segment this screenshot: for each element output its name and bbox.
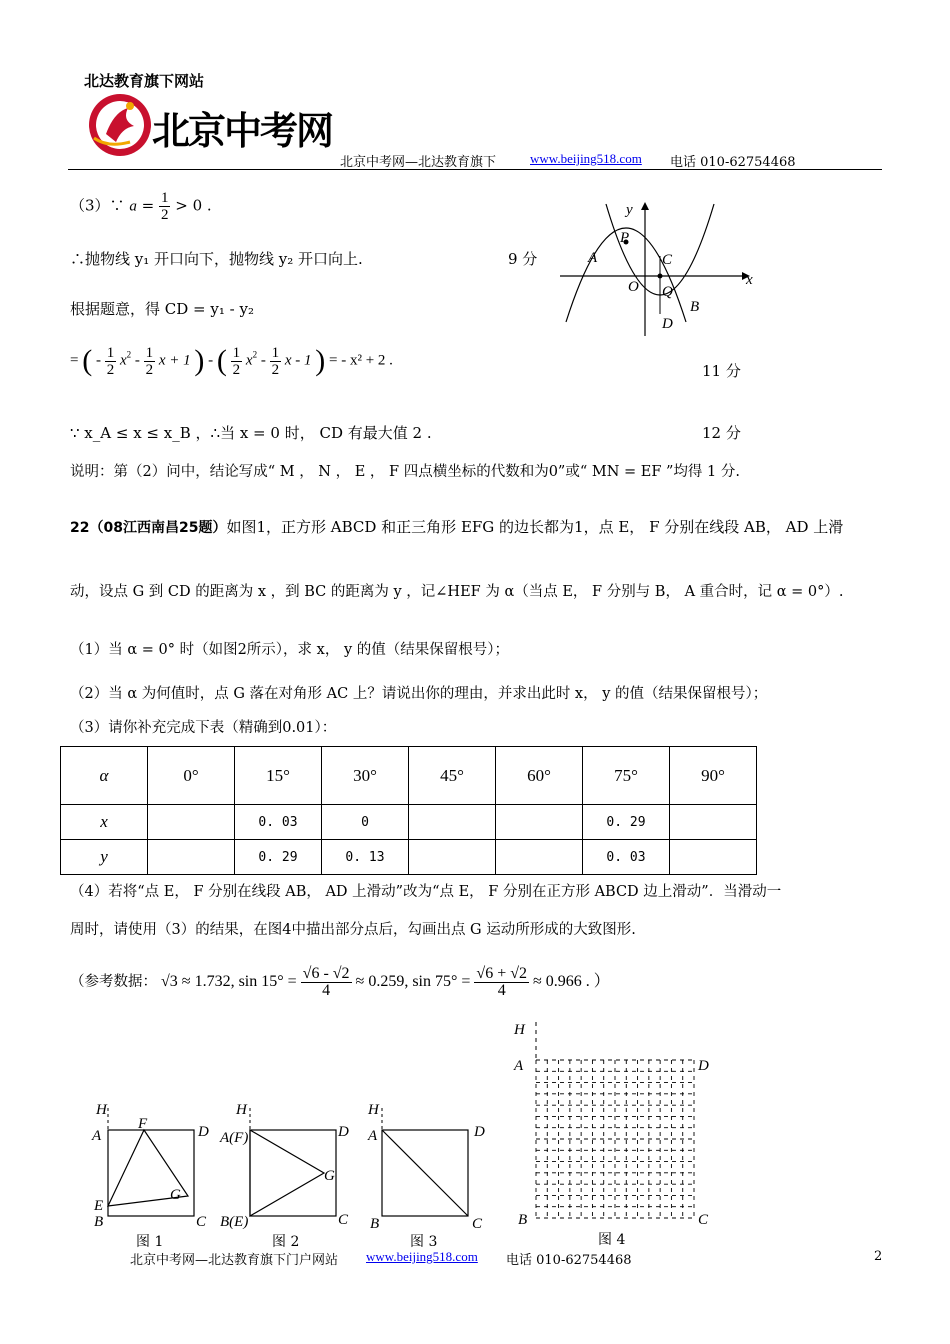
q22-text1: 如图1，正方形 ABCD 和正三角形 EFG 的边长都为1，点 E， F 分别在线段 AB， AD 上滑 [226, 518, 844, 536]
l4-t1b: x + 1 [158, 352, 191, 369]
label-q: Q [662, 284, 673, 300]
cell-x-45 [409, 805, 496, 840]
l4-f2-den: 2 [145, 361, 154, 378]
l4-paren-close2: ) [315, 344, 326, 377]
fig3-diagonal-ac [382, 1130, 468, 1216]
table-row-alpha [61, 747, 757, 805]
cell-x-60 [496, 805, 583, 840]
l4-f3-num: 1 [232, 344, 241, 361]
fig2-label-c: C [338, 1212, 349, 1228]
fig1-label-c: C [196, 1214, 207, 1230]
th-60: 60° [496, 747, 583, 805]
eq-sign: = [141, 196, 155, 215]
cell-y-15: 0. 29 [235, 840, 322, 875]
fig4-label-h: H [514, 1022, 525, 1038]
fig4-label-d: D [698, 1058, 709, 1074]
l4-f4-den: 2 [271, 361, 280, 378]
fig4-dashed-grid [536, 1060, 694, 1218]
fig1-label-f: F [138, 1116, 148, 1132]
cell-y-75: 0. 03 [583, 840, 670, 875]
cell-x-75: 0. 29 [583, 805, 670, 840]
ref-n2: √6 + √2 [476, 965, 528, 982]
l4-mid: - [208, 352, 214, 369]
figure-2 [218, 1100, 358, 1250]
fig2-label-d: D [338, 1124, 349, 1140]
ref-d1: 4 [322, 982, 331, 999]
header-phone: 电话 010-62754468 [670, 155, 796, 170]
fig3-label-b: B [370, 1216, 380, 1232]
header-site: 北京中考网—北达教育旗下 [340, 155, 497, 170]
parabola-graph [560, 196, 760, 336]
l4-paren-open2: ( [216, 344, 227, 377]
ref-tail: ≈ 0.966 . ） [533, 973, 610, 991]
reference-data [70, 966, 610, 999]
fig3-label-c: C [472, 1216, 483, 1232]
l4-t2b: x - 1 [284, 352, 312, 369]
q22-line1 [70, 516, 843, 537]
l4-f1-den: 2 [106, 361, 115, 378]
logo [84, 92, 333, 158]
ref-frac1 [301, 966, 352, 999]
th-15: 15° [235, 747, 322, 805]
header-rule [68, 169, 882, 170]
th-45: 45° [409, 747, 496, 805]
l4-sq2: 2 [252, 349, 258, 360]
fraction-half [159, 190, 171, 223]
header-url-link[interactable]: www.beijing518.com [530, 151, 642, 166]
figure-4 [508, 1018, 718, 1250]
gt-zero: > 0 . [175, 196, 212, 215]
ref-n1: √6 - √2 [302, 965, 350, 982]
l4-x2b: x [245, 352, 253, 369]
logo-text: 北京中考网 [152, 109, 333, 153]
cell-y-45 [409, 840, 496, 875]
label-b: B [690, 299, 700, 315]
fig4-label-c: C [698, 1212, 709, 1228]
l4-frac2 [144, 345, 156, 378]
ref-prefix: （参考数据： [70, 974, 157, 991]
fig1-label-h: H [96, 1102, 107, 1118]
fig2-label-g: G [324, 1168, 335, 1184]
value-table [60, 746, 757, 875]
q22-text2: 动，设点 G 到 CD 的距离为 x ，到 BC 的距离为 y ，记∠HEF 为 α（当点 E， F 分别与 B， A 重合时，记 α = 0°）. [70, 584, 844, 600]
row-x-label: x [61, 805, 148, 840]
score-9: 9 分 [508, 250, 538, 268]
cell-x-15: 0. 03 [235, 805, 322, 840]
ref-mid: ≈ 0.259, sin 75° = [355, 973, 471, 991]
l4-frac1 [105, 345, 117, 378]
figure-1 [84, 1100, 224, 1250]
l4-x2a: x [119, 352, 127, 369]
fig2-triangle [250, 1130, 324, 1216]
footer-phone: 电话 010-62754468 [506, 1253, 632, 1268]
l4-tail: = - x² + 2 . [329, 352, 393, 369]
part3-line3: 根据题意，得 CD = y₁ - y₂ [70, 300, 254, 318]
l4-sq1: 2 [126, 349, 132, 360]
ref-frac2 [474, 966, 529, 999]
l4-paren-open: ( [82, 344, 93, 377]
fig1-square [108, 1130, 194, 1216]
l4-frac3 [231, 345, 243, 378]
fig2-label-af: A(F) [220, 1130, 249, 1146]
th-75: 75° [583, 747, 670, 805]
fig4-label-a: A [514, 1058, 524, 1074]
part3-line4 [70, 344, 393, 378]
l4-minus2: - [260, 352, 266, 369]
fig2-label-h: H [236, 1102, 247, 1118]
q22-q4b: 周时，请使用（3）的结果，在图4中描出部分点后，勾画出点 G 运动所形成的大致图形. [70, 922, 636, 938]
var-a: a [129, 198, 137, 215]
fig4-label-b: B [518, 1212, 528, 1228]
th-alpha: α [61, 747, 148, 805]
label-a: A [588, 250, 598, 266]
fig3-caption: 图 3 [410, 1234, 438, 1250]
l4-minus: - [134, 352, 140, 369]
l4-paren-close: ) [194, 344, 205, 377]
l4-f3-den: 2 [232, 361, 241, 378]
figure-3 [360, 1100, 500, 1250]
th-0: 0° [148, 747, 235, 805]
fig1-label-a: A [92, 1128, 102, 1144]
q22-q1: （1）当 α = 0° 时（如图2所示），求 x， y 的值（结果保留根号）； [70, 642, 509, 658]
row-y-label: y [61, 840, 148, 875]
th-30: 30° [322, 747, 409, 805]
cell-x-0 [148, 805, 235, 840]
remark: 说明：第（2）问中，结论写成“ M ， N ， E ， F 四点横坐标的代数和为0”或“ MN = EF ”均得 1 分. [70, 464, 740, 480]
l4-f1-num: 1 [106, 344, 115, 361]
footer-url-link[interactable]: www.beijing518.com [366, 1249, 478, 1264]
cell-y-0 [148, 840, 235, 875]
label-d: D [662, 316, 673, 332]
fig3-label-a: A [368, 1128, 378, 1144]
cell-x-90 [670, 805, 757, 840]
l4-f4-num: 1 [271, 344, 280, 361]
cell-y-60 [496, 840, 583, 875]
q22-title: 22（08江西南昌25题） [70, 520, 227, 536]
label-c: C [662, 252, 673, 268]
fig1-caption: 图 1 [136, 1234, 164, 1250]
score-11: 11 分 [702, 362, 741, 380]
brand-text: 北达教育旗下网站 [84, 72, 205, 90]
part3-prefix: （3）∵ [70, 196, 125, 215]
fig3-label-h: H [368, 1102, 379, 1118]
table-row-x [61, 805, 757, 840]
score-12: 12 分 [702, 424, 741, 442]
table-row-y [61, 840, 757, 875]
label-x: x [746, 272, 753, 288]
fig2-label-be: B(E) [220, 1214, 249, 1230]
frac-den: 2 [160, 207, 169, 223]
q22-q2: （2）当 α 为何值时，点 G 落在对角形 AC 上？请说出你的理由，并求出此时 x， y 的值（结果保留根号）； [70, 686, 768, 702]
cell-x-30: 0 [322, 805, 409, 840]
q22-q3: （3）请你补充完成下表（精确到0.01）： [70, 720, 337, 736]
point-q [658, 274, 663, 279]
part3-line5: ∵ x_A ≤ x ≤ x_B ，∴当 x = 0 时， CD 有最大值 2 . [70, 424, 432, 442]
cell-y-90 [670, 840, 757, 875]
l4-f2-num: 1 [145, 344, 154, 361]
q22-q4a: （4）若将“点 E， F 分别在线段 AB， AD 上滑动”改为“点 E， F 分别在正方形 ABCD 边上滑动”．当滑动一 [70, 884, 782, 900]
footer-site: 北京中考网—北达教育旗下门户网站 [130, 1253, 339, 1268]
ref-sqrt3: √3 ≈ 1.732, sin 15° = [161, 973, 297, 991]
frac-num: 1 [160, 190, 169, 206]
fig2-caption: 图 2 [272, 1234, 300, 1250]
fig4-caption: 图 4 [598, 1232, 626, 1248]
fig1-label-d: D [198, 1124, 209, 1140]
fig3-label-d: D [474, 1124, 485, 1140]
page-number: 2 [874, 1249, 883, 1264]
th-90: 90° [670, 747, 757, 805]
fig1-label-b: B [94, 1214, 104, 1230]
part3-line2: ∴抛物线 y₁ 开口向下，抛物线 y₂ 开口向上. [70, 250, 363, 268]
fig1-label-g: G [170, 1187, 181, 1203]
label-y: y [626, 202, 633, 218]
l4-t1a: - [95, 352, 101, 369]
l4-eq: = [70, 352, 79, 369]
ref-d2: 4 [497, 982, 506, 999]
label-o: O [628, 279, 639, 295]
label-p: P [620, 230, 630, 246]
part3-a-line [70, 190, 212, 223]
l4-frac4 [270, 345, 282, 378]
fig1-label-e: E [94, 1198, 104, 1214]
cell-y-30: 0. 13 [322, 840, 409, 875]
y-arrow-icon [641, 202, 649, 210]
